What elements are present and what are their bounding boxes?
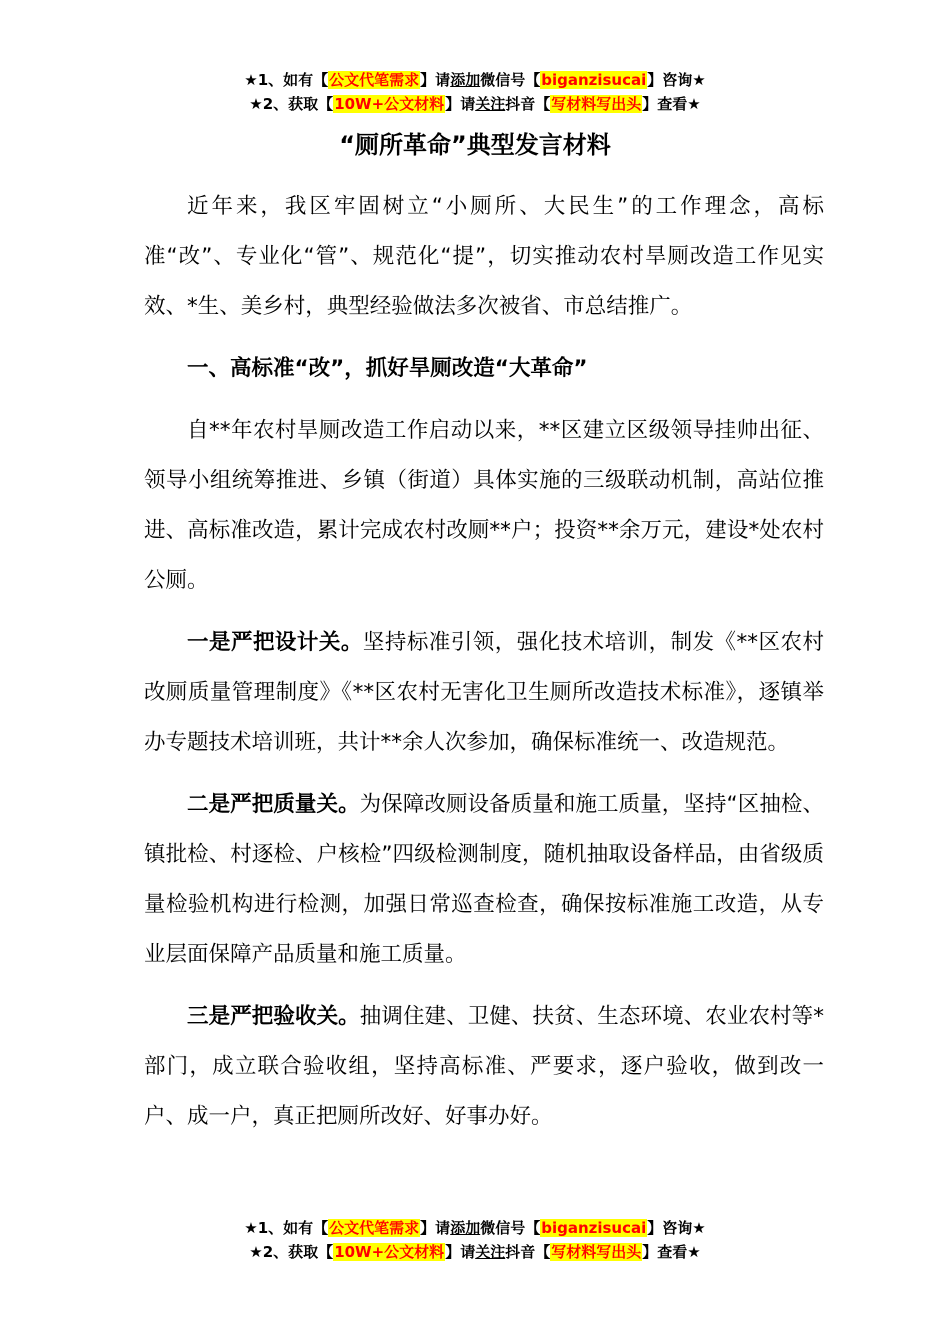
banner-underline: 关注 <box>475 1243 506 1261</box>
point-text: 为保障改厕设备质量和施工质量，坚持“区抽检、镇批检、村逐检、户核检”四级检测制度，随机抽取设备样品，由省级质量检验机构进行检测，加强日常巡查检查，确保按标准施工改造，从专业层面保障产品质量和施工质量。 <box>144 792 824 967</box>
section-heading: 一、高标准“改”，抓好旱厕改造“大革命” <box>187 356 588 381</box>
banner-text: 微信号【 <box>480 1219 541 1237</box>
banner-line-1 <box>0 68 950 92</box>
banner-text: 抖音【 <box>505 1243 551 1261</box>
banner-text: 】查看★ <box>642 1243 701 1261</box>
point-text: 抽调住建、卫健、扶贫、生态环境、农业农村等*部门，成立联合验收组，坚持高标准、严要求，逐户验收，做到改一户、成一户，真正把厕所改好、好事办好。 <box>144 1004 824 1129</box>
banner-text: 】请 <box>420 71 451 89</box>
banner-highlight: biganzisucai <box>541 1219 647 1237</box>
point-lead: 三是严把验收关。 <box>187 1004 360 1029</box>
banner-line-2 <box>0 1240 950 1264</box>
banner-highlight: 公文代笔需求 <box>329 71 420 89</box>
banner-text: ★1、如有【 <box>244 1219 329 1237</box>
banner-underline: 关注 <box>475 95 506 113</box>
point-lead: 一是严把设计关。 <box>187 630 363 655</box>
point-lead: 二是严把质量关。 <box>187 792 360 817</box>
banner-text: 】请 <box>445 1243 476 1261</box>
banner-text: 】请 <box>445 95 476 113</box>
banner-text: 】请 <box>420 1219 451 1237</box>
banner-underline: 添加 <box>450 1219 481 1237</box>
point-paragraph <box>144 992 824 1142</box>
point-paragraph <box>144 618 824 768</box>
point-paragraph <box>144 780 824 980</box>
banner-line-1 <box>0 1216 950 1240</box>
banner-highlight: biganzisucai <box>541 71 647 89</box>
banner-highlight: 10W+公文材料 <box>334 1243 445 1261</box>
banner-underline: 添加 <box>450 71 481 89</box>
banner-text: 】咨询★ <box>647 1219 706 1237</box>
banner-text: ★2、获取【 <box>249 95 334 113</box>
header-banner <box>0 68 950 116</box>
banner-highlight: 10W+公文材料 <box>334 95 445 113</box>
intro-paragraph: 近年来，我区牢固树立“小厕所、大民生”的工作理念，高标准“改”、专业化“管”、规范化“提”，切实推动农村旱厕改造工作见实效、*生、美乡村，典型经验做法多次被省、市总结推广。 <box>144 194 824 319</box>
banner-line-2 <box>0 92 950 116</box>
banner-highlight: 写材料写出头 <box>551 1243 642 1261</box>
banner-text: 抖音【 <box>505 95 551 113</box>
banner-highlight: 写材料写出头 <box>551 95 642 113</box>
footer-banner <box>0 1216 950 1264</box>
banner-text: 】查看★ <box>642 95 701 113</box>
banner-text: ★2、获取【 <box>249 1243 334 1261</box>
banner-highlight: 公文代笔需求 <box>329 1219 420 1237</box>
document-body <box>144 182 824 1154</box>
point-text: 坚持标准引领，强化技术培训，制发《**区农村改厕质量管理制度》《**区农村无害化卫生厕所改造技术标准》，逐镇举办专题技术培训班，共计**余人次参加，确保标准统一、改造规范。 <box>144 630 824 755</box>
document-title: “厕所革命”典型发言材料 <box>339 131 611 159</box>
banner-text: 微信号【 <box>480 71 541 89</box>
banner-text: ★1、如有【 <box>244 71 329 89</box>
paragraph: 自**年农村旱厕改造工作启动以来，**区建立区级领导挂帅出征、领导小组统筹推进、乡镇（街道）具体实施的三级联动机制，高站位推进、高标准改造，累计完成农村改厕**户；投资**余万元，建设*处农村公厕。 <box>144 418 824 593</box>
banner-text: 】咨询★ <box>647 71 706 89</box>
